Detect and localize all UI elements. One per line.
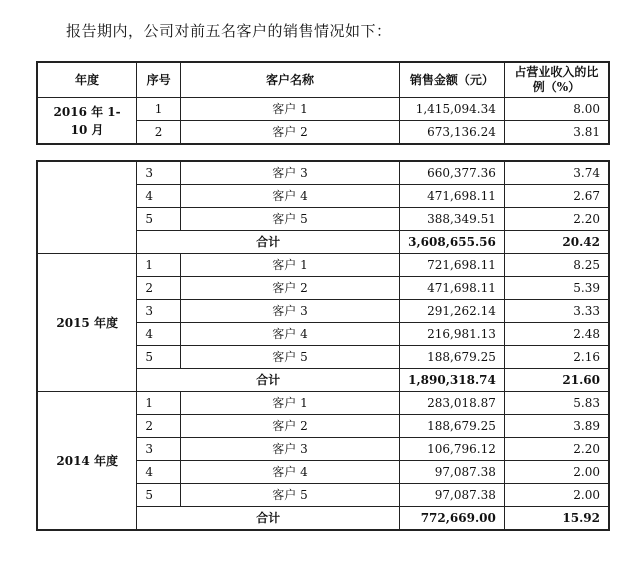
intro-text: 报告期内，公司对前五名客户的销售情况如下： [66, 22, 392, 40]
amount-cell: 97,087.38 [399, 484, 504, 507]
seq-cell: 4 [137, 185, 181, 208]
header-customer: 客户名称 [181, 62, 400, 98]
ratio-cell: 8.00 [504, 98, 609, 121]
seq-cell: 5 [137, 484, 181, 507]
seq-cell: 4 [137, 323, 181, 346]
ratio-cell: 3.74 [504, 161, 609, 185]
total-ratio: 21.60 [504, 369, 609, 392]
header-ratio [504, 62, 609, 98]
amount-cell: 471,698.11 [399, 185, 504, 208]
total-ratio: 20.42 [504, 231, 609, 254]
customer-cell: 客户 1 [181, 392, 400, 415]
table-row [37, 254, 609, 277]
seq-cell: 3 [137, 161, 181, 185]
ratio-cell: 2.67 [504, 185, 609, 208]
customer-cell: 客户 3 [181, 300, 400, 323]
amount-cell: 660,377.36 [399, 161, 504, 185]
amount-cell: 106,796.12 [399, 438, 504, 461]
customer-cell: 客户 2 [181, 121, 400, 145]
ratio-cell: 2.00 [504, 484, 609, 507]
header-ratio-text: 占营业收入的比例（%） [514, 65, 599, 94]
year-cell-2014: 2014 年度 [37, 392, 137, 531]
seq-cell: 3 [137, 438, 181, 461]
table-row [37, 392, 609, 415]
header-amount: 销售金额（元） [399, 62, 504, 98]
amount-cell: 471,698.11 [399, 277, 504, 300]
total-label: 合计 [137, 507, 400, 531]
customer-cell: 客户 4 [181, 185, 400, 208]
customer-cell: 客户 5 [181, 484, 400, 507]
ratio-cell: 3.81 [504, 121, 609, 145]
total-label: 合计 [137, 369, 400, 392]
ratio-cell: 2.20 [504, 208, 609, 231]
customer-cell: 客户 3 [181, 161, 400, 185]
customer-cell: 客户 3 [181, 438, 400, 461]
seq-cell: 3 [137, 300, 181, 323]
year-cell-2016-continued [37, 161, 137, 254]
seq-cell: 2 [137, 121, 181, 145]
customer-cell: 客户 2 [181, 277, 400, 300]
sales-table-top [36, 61, 610, 145]
amount-cell: 721,698.11 [399, 254, 504, 277]
header-seq: 序号 [137, 62, 181, 98]
header-year: 年度 [37, 62, 137, 98]
customer-cell: 客户 5 [181, 208, 400, 231]
ratio-cell: 2.00 [504, 461, 609, 484]
ratio-cell: 3.33 [504, 300, 609, 323]
year-cell-2016: 2016 年 1-10 月 [37, 98, 137, 145]
ratio-cell: 2.16 [504, 346, 609, 369]
amount-cell: 388,349.51 [399, 208, 504, 231]
seq-cell: 5 [137, 208, 181, 231]
ratio-cell: 2.20 [504, 438, 609, 461]
seq-cell: 1 [137, 98, 181, 121]
seq-cell: 2 [137, 277, 181, 300]
seq-cell: 2 [137, 415, 181, 438]
total-amount: 772,669.00 [399, 507, 504, 531]
table-header-row [37, 62, 609, 98]
customer-cell: 客户 5 [181, 346, 400, 369]
customer-cell: 客户 1 [181, 98, 400, 121]
seq-cell: 4 [137, 461, 181, 484]
customer-cell: 客户 4 [181, 323, 400, 346]
amount-cell: 188,679.25 [399, 346, 504, 369]
customer-cell: 客户 2 [181, 415, 400, 438]
total-ratio: 15.92 [504, 507, 609, 531]
total-amount: 3,608,655.56 [399, 231, 504, 254]
seq-cell: 5 [137, 346, 181, 369]
amount-cell: 188,679.25 [399, 415, 504, 438]
amount-cell: 291,262.14 [399, 300, 504, 323]
amount-cell: 283,018.87 [399, 392, 504, 415]
customer-cell: 客户 4 [181, 461, 400, 484]
ratio-cell: 8.25 [504, 254, 609, 277]
customer-cell: 客户 1 [181, 254, 400, 277]
ratio-cell: 2.48 [504, 323, 609, 346]
ratio-cell: 5.39 [504, 277, 609, 300]
amount-cell: 97,087.38 [399, 461, 504, 484]
table-row [37, 161, 609, 185]
sales-table-bottom [36, 160, 610, 531]
total-amount: 1,890,318.74 [399, 369, 504, 392]
year-cell-2015: 2015 年度 [37, 254, 137, 392]
amount-cell: 216,981.13 [399, 323, 504, 346]
ratio-cell: 5.83 [504, 392, 609, 415]
table-row [37, 98, 609, 121]
ratio-cell: 3.89 [504, 415, 609, 438]
total-label: 合计 [137, 231, 400, 254]
amount-cell: 1,415,094.34 [399, 98, 504, 121]
seq-cell: 1 [137, 254, 181, 277]
amount-cell: 673,136.24 [399, 121, 504, 145]
seq-cell: 1 [137, 392, 181, 415]
